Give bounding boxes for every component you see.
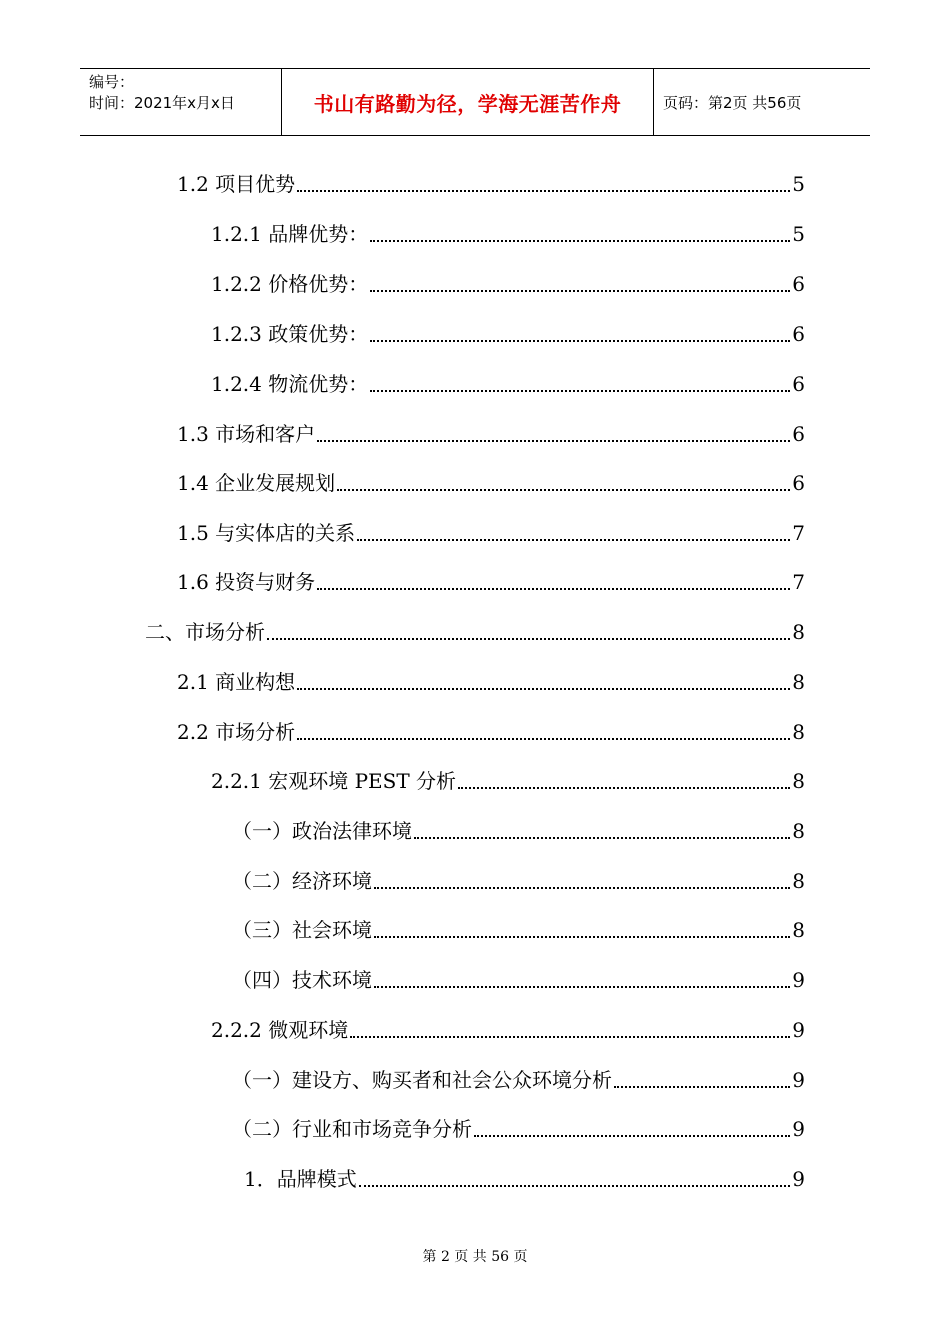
document-time-label: 时间：2021年x月x日 [89, 94, 235, 112]
toc-entry-page: 6 [792, 422, 805, 446]
toc-leader-dots [357, 539, 790, 541]
toc-entry-page: 6 [792, 372, 805, 396]
toc-entry[interactable] [177, 468, 805, 498]
toc-entry-label: 2.1 商业构想 [177, 670, 296, 694]
toc-entry-page: 9 [792, 1117, 805, 1141]
toc-entry-label: （三）社会环境 [232, 918, 372, 942]
toc-leader-dots [370, 290, 790, 292]
toc-entry-label: 2.2.1 宏观环境 PEST 分析 [211, 769, 457, 793]
toc-entry-page: 6 [792, 471, 805, 495]
toc-leader-dots [267, 638, 790, 640]
toc-entry-page: 9 [792, 1068, 805, 1092]
toc-entry[interactable] [232, 1114, 805, 1144]
toc-entry[interactable] [211, 369, 805, 399]
toc-entry-label: 1.2.4 物流优势： [211, 372, 369, 396]
toc-entry-page: 8 [792, 869, 805, 893]
toc-leader-dots [297, 688, 790, 690]
toc-entry-label: 2.2 市场分析 [177, 720, 296, 744]
toc-entry-label: 二、市场分析 [145, 620, 265, 644]
toc-entry-page: 6 [792, 322, 805, 346]
toc-entry-label: （一）建设方、购买者和社会公众环境分析 [232, 1068, 612, 1092]
toc-entry-label: 1.2.3 政策优势： [211, 322, 369, 346]
header-motto: 书山有路勤为径，学海无涯苦作舟 [282, 69, 654, 135]
toc-entry[interactable] [211, 269, 805, 299]
toc-entry-page: 9 [792, 968, 805, 992]
toc-entry-label: 1.4 企业发展规划 [177, 471, 336, 495]
toc-entry-label: 1.2.2 价格优势： [211, 272, 369, 296]
toc-entry[interactable] [177, 518, 805, 548]
toc-entry[interactable] [232, 866, 805, 896]
toc-entry-page: 6 [792, 272, 805, 296]
toc-entry[interactable] [177, 717, 805, 747]
toc-entry-label: （四）技术环境 [232, 968, 372, 992]
toc-leader-dots [458, 787, 790, 789]
toc-leader-dots [370, 240, 790, 242]
toc-leader-dots [414, 837, 790, 839]
toc-entry-label: 1.2 项目优势 [177, 172, 296, 196]
toc-entry-label: （二）行业和市场竞争分析 [232, 1117, 472, 1141]
toc-entry-page: 5 [792, 172, 805, 196]
toc-entry-page: 7 [792, 521, 805, 545]
toc-leader-dots [474, 1135, 790, 1137]
toc-entry[interactable] [145, 617, 805, 647]
toc-entry[interactable] [211, 219, 805, 249]
toc-entry-page: 9 [792, 1018, 805, 1042]
toc-entry-label: （二）经济环境 [232, 869, 372, 893]
toc-entry-label: 1.2.1 品牌优势： [211, 222, 369, 246]
toc-entry-label: 1．品牌模式 [244, 1167, 357, 1191]
toc-entry-page: 8 [792, 819, 805, 843]
toc-leader-dots [317, 588, 790, 590]
toc-entry-label: 2.2.2 微观环境 [211, 1018, 349, 1042]
toc-entry-page: 8 [792, 670, 805, 694]
page-footer: 第 2 页 共 56 页 [422, 1249, 528, 1265]
header-page-info: 页码：第2页 共56页 [663, 93, 802, 112]
toc-leader-dots [350, 1036, 790, 1038]
toc-entry[interactable] [177, 169, 805, 199]
toc-entry[interactable] [232, 965, 805, 995]
toc-entry-label: 1.5 与实体店的关系 [177, 521, 356, 545]
toc-entry[interactable] [177, 667, 805, 697]
toc-entry[interactable] [232, 915, 805, 945]
toc-entry-page: 9 [792, 1167, 805, 1191]
toc-leader-dots [297, 190, 790, 192]
toc-entry-label: 1.3 市场和客户 [177, 422, 316, 446]
toc-entry[interactable] [177, 567, 805, 597]
toc-entry[interactable] [211, 319, 805, 349]
toc-entry-page: 5 [792, 222, 805, 246]
toc-entry-page: 8 [792, 720, 805, 744]
toc-entry-label: 1.6 投资与财务 [177, 570, 316, 594]
toc-entry-page: 7 [792, 570, 805, 594]
toc-leader-dots [374, 887, 790, 889]
page-header [80, 68, 870, 136]
toc-leader-dots [317, 440, 790, 442]
toc-leader-dots [370, 340, 790, 342]
toc-leader-dots [614, 1086, 790, 1088]
toc-entry[interactable] [211, 766, 805, 796]
toc-entry[interactable] [211, 1015, 805, 1045]
toc-entry[interactable] [232, 816, 805, 846]
toc-leader-dots [370, 390, 790, 392]
toc-leader-dots [374, 936, 790, 938]
toc-entry-page: 8 [792, 769, 805, 793]
toc-entry[interactable] [244, 1164, 805, 1194]
document-number-label: 编号： [89, 73, 135, 91]
toc-entry[interactable] [232, 1065, 805, 1095]
toc-leader-dots [297, 738, 790, 740]
header-meta [80, 69, 282, 135]
toc-leader-dots [359, 1185, 791, 1187]
toc-leader-dots [337, 489, 790, 491]
toc-entry[interactable] [177, 419, 805, 449]
toc-entry-page: 8 [792, 918, 805, 942]
toc-leader-dots [374, 986, 790, 988]
toc-entry-label: （一）政治法律环境 [232, 819, 412, 843]
toc-entry-page: 8 [792, 620, 805, 644]
